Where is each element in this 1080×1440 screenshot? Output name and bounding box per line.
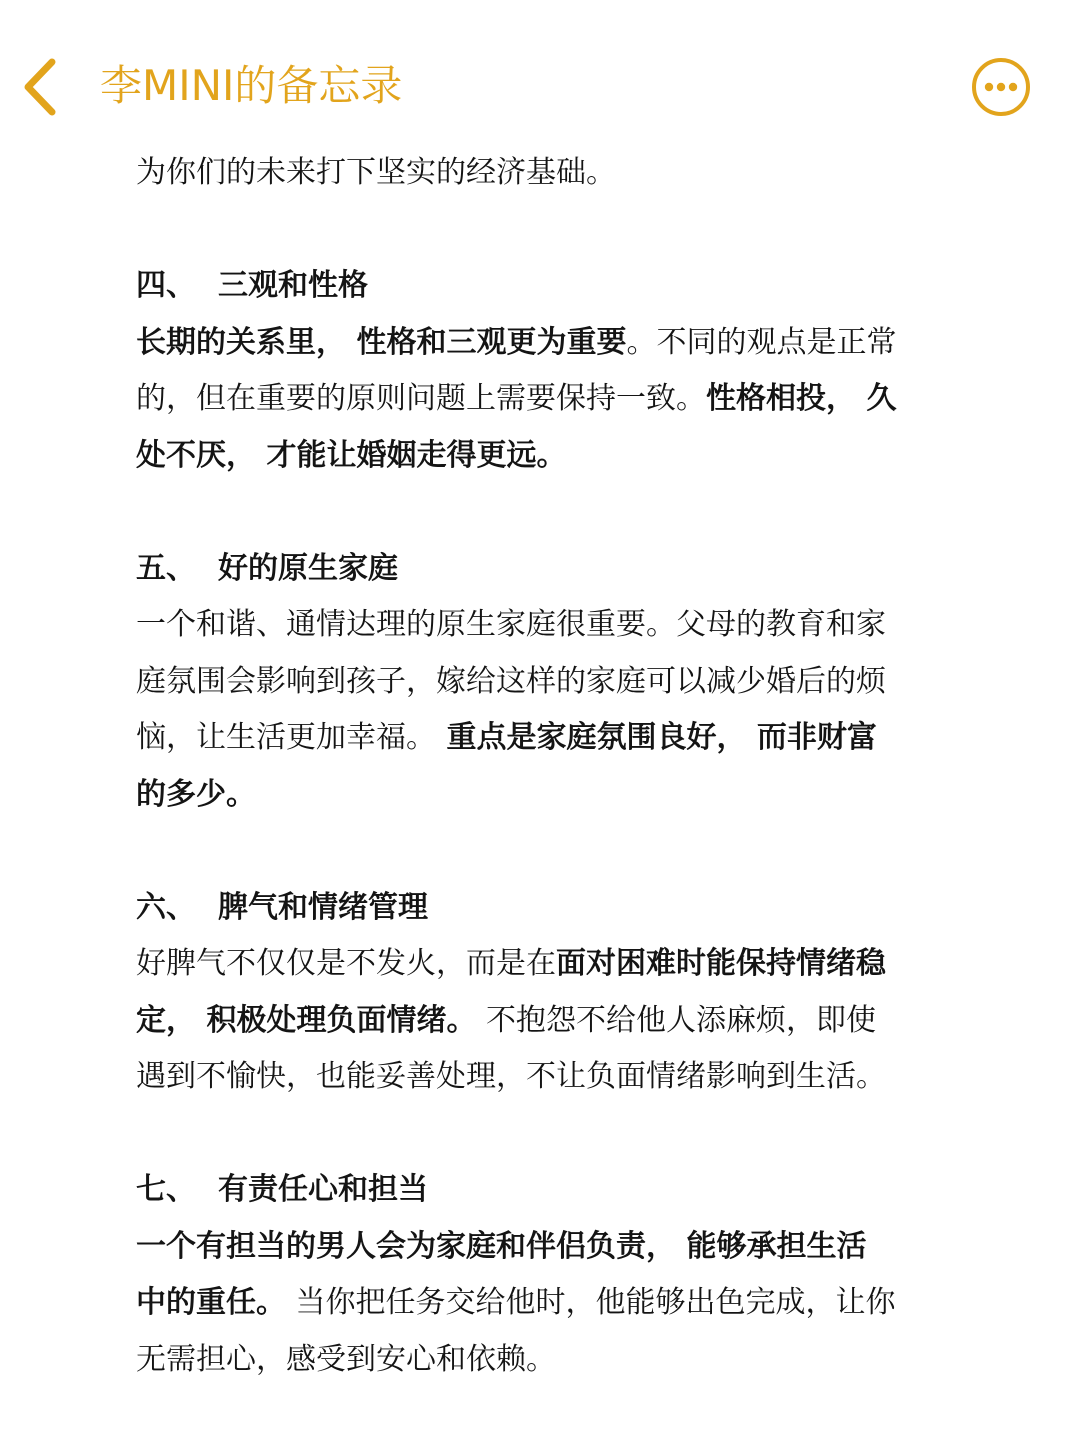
section-line: 好脾气不仅仅是不发火，而是在面对困难时能保持情绪稳	[136, 946, 886, 981]
section-line: 的多少。	[136, 776, 256, 812]
section-line: 中的重任。 当你把任务交给他时，他能够出色完成，让你	[136, 1285, 896, 1320]
page-title: 李MINI的备忘录	[100, 61, 403, 110]
section-heading: 六、 脾气和情绪管理	[136, 889, 428, 925]
section-heading: 四、 三观和性格	[136, 268, 368, 303]
section-line: 一个有担当的男人会为家庭和伴侣负责， 能够承担生活	[136, 1228, 867, 1264]
section-5	[136, 541, 986, 824]
section-line: 定， 积极处理负面情绪。 不抱怨不给他人添麻烦，即使	[136, 1002, 876, 1038]
section-4	[136, 258, 986, 484]
section-line: 一个和谐、通情达理的原生家庭很重要。父母的教育和家	[136, 607, 886, 642]
back-button[interactable]	[14, 56, 68, 118]
section-6	[136, 880, 986, 1106]
section-line: 遇到不愉快，也能妥善处理，不让负面情绪影响到生活。	[136, 1059, 886, 1094]
section-line: 无需担心，感受到安心和依赖。	[136, 1341, 556, 1377]
section-line: 长期的关系里， 性格和三观更为重要。不同的观点是正常	[136, 324, 897, 360]
section-line: 的，但在重要的原则问题上需要保持一致。性格相投， 久	[136, 381, 897, 416]
intro-line: 为你们的未来打下坚实的经济基础。	[136, 155, 616, 190]
top-bar	[0, 0, 1080, 150]
section-line: 恼，让生活更加幸福。 重点是家庭氛围良好， 而非财富	[136, 720, 877, 755]
more-horizontal-icon	[970, 56, 1032, 118]
section-line: 处不厌， 才能让婚姻走得更远。	[136, 437, 567, 473]
section-line: 庭氛围会影响到孩子，嫁给这样的家庭可以减少婚后的烦	[136, 663, 886, 699]
section-heading: 五、 好的原生家庭	[136, 550, 398, 586]
section-7	[136, 1162, 986, 1388]
chevron-left-icon	[14, 56, 68, 118]
more-button[interactable]	[970, 56, 1032, 118]
section-heading: 七、 有责任心和担当	[136, 1172, 428, 1207]
memo-body	[136, 145, 986, 1388]
